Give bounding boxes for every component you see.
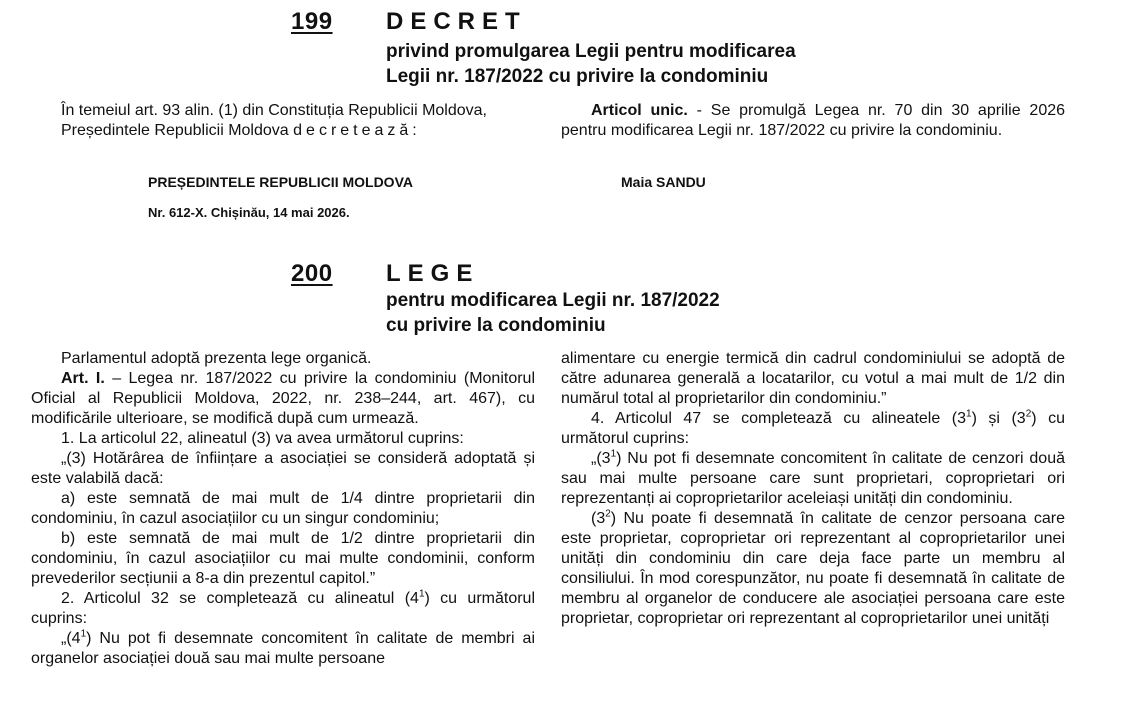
decree-subtitle-line-1: privind promulgarea Legii pentru modificarea (386, 41, 796, 62)
law-art22-item-a: a) este semnată de mai mult de 1/4 dintre proprietarii din condominiu, în cazul asociațiilor cu un singur condominiu; (31, 490, 535, 527)
law-point-4-sup1: 1 (966, 408, 972, 420)
law-article-1-text: – Legea nr. 187/2022 cu privire la condominiu (Monitorul Oficial al Republicii Moldova, 2022, nr. 238–244, art. 467), cu modificările ulterioare, se modifică după cum urmează. (31, 370, 536, 427)
decree-verb: decretează: (293, 122, 421, 139)
law-art22-para3: „(3) Hotărârea de înființare a asociației se consideră adoptată și este valabilă dacă: (31, 450, 535, 487)
decree-article (561, 101, 1065, 141)
law-art47-32-b: ) Nu poate fi desemnată în calitate de cenzor persoana care este proprietar, coproprietar ori reprezentant al coproprietarilor unei unități din condominiu din care deja face parte un membru al consiliului. În mod corespunzător, nu poate fi desemnată în calitate de membru al organelor de conducere ale asociației persoana care este proprietar, coproprietar ori reprezentant al coproprietarilor unei unități (561, 510, 1065, 627)
decree-article-label: Articol unic. (591, 102, 688, 119)
law-point-3-continuation: alimentare cu energie termică din cadrul condominiului se adoptă de către adunarea generală a locatarilor, cu votul a mai mult de 1/2 din numărul total al proprietarilor din condominiu.” (561, 350, 1065, 407)
law-art47-para3-1 (561, 449, 1065, 509)
decree-article-text: - Se promulgă Legea nr. 70 din 30 aprilie 2026 pentru modificarea Legii nr. 187/2022 cu privire la condominiu. (561, 102, 1066, 139)
law-point-4-b: ) cu următorul cuprins: (561, 410, 1066, 447)
decree-preamble: În temeiul art. 93 alin. (1) din Constituția Republicii Moldova, (61, 102, 487, 119)
law-art32-a: „(4 (61, 630, 81, 647)
law-art32-sup: 1 (80, 628, 87, 640)
decree-decrees-line (31, 121, 533, 141)
law-number: 200 (291, 260, 333, 287)
president-title: PREȘEDINTELE REPUBLICII MOLDOVA (148, 174, 413, 190)
law-point-2-sup: 1 (418, 588, 425, 600)
law-adoption: Parlamentul adoptă prezenta lege organică. (61, 350, 372, 367)
law-article-1 (31, 369, 535, 429)
president-name: Maia SANDU (621, 174, 706, 190)
law-art32-para4-1 (31, 629, 535, 669)
law-point-4-mid: ) și (3 (971, 410, 1026, 427)
law-right-column (561, 349, 1065, 629)
law-art47-32-sup: 2 (605, 508, 611, 520)
law-left-column (31, 349, 535, 669)
decree-reference: Nr. 612-X. Chișinău, 14 mai 2026. (148, 205, 350, 220)
law-point-1: 1. La articolul 22, alineatul (3) va avea următorul cuprins: (61, 430, 464, 447)
law-title: LEGE (386, 260, 480, 287)
law-point-4-a: 4. Articolul 47 se completează cu alineatele (3 (591, 410, 966, 427)
law-art47-para3-2 (561, 509, 1065, 629)
decree-number: 199 (291, 8, 333, 35)
law-point-2-b: ) cu următorul cuprins: (31, 590, 535, 627)
law-point-2 (31, 589, 535, 629)
law-art47-32-a: (3 (591, 510, 606, 527)
law-art22-item-b: b) este semnată de mai mult de 1/2 dintre proprietarii din condominiu, în cazul asociațiilor cu mai multe condominii, conform prevederilor secțiunii a 8-a din prezentul capitol.” (31, 530, 535, 587)
decree-left-column (31, 101, 533, 141)
decree-right-column (561, 101, 1065, 141)
law-subtitle-line-1: pentru modificarea Legii nr. 187/2022 (386, 290, 720, 311)
law-art47-31-b: ) Nu pot fi desemnate concomitent în calitate de cenzori două sau mai multe persoane care sunt proprietari, coproprietari ori reprezentanți ai coproprietarilor aceleiași unități din condominiu. (561, 450, 1065, 507)
law-point-2-a: 2. Articolul 32 se completează cu alineatul (4 (61, 590, 419, 607)
law-article-1-label: Art. I. (61, 370, 105, 387)
law-subtitle (386, 288, 1086, 338)
law-art47-31-sup: 1 (610, 448, 617, 460)
decree-subtitle (386, 39, 1086, 89)
law-subtitle-line-2: cu privire la condominiu (386, 315, 606, 336)
law-point-4 (561, 409, 1065, 449)
decree-title: DECRET (386, 8, 527, 35)
decree-subtitle-line-2: Legii nr. 187/2022 cu privire la condominiu (386, 66, 769, 87)
law-art32-b: ) Nu pot fi desemnate concomitent în calitate de membri ai organelor asociației două sau mai multe persoane (31, 630, 535, 667)
law-point-4-sup2: 2 (1025, 408, 1032, 420)
decree-lead: Președintele Republicii Moldova (61, 122, 289, 139)
law-art47-31-a: „(3 (591, 450, 611, 467)
